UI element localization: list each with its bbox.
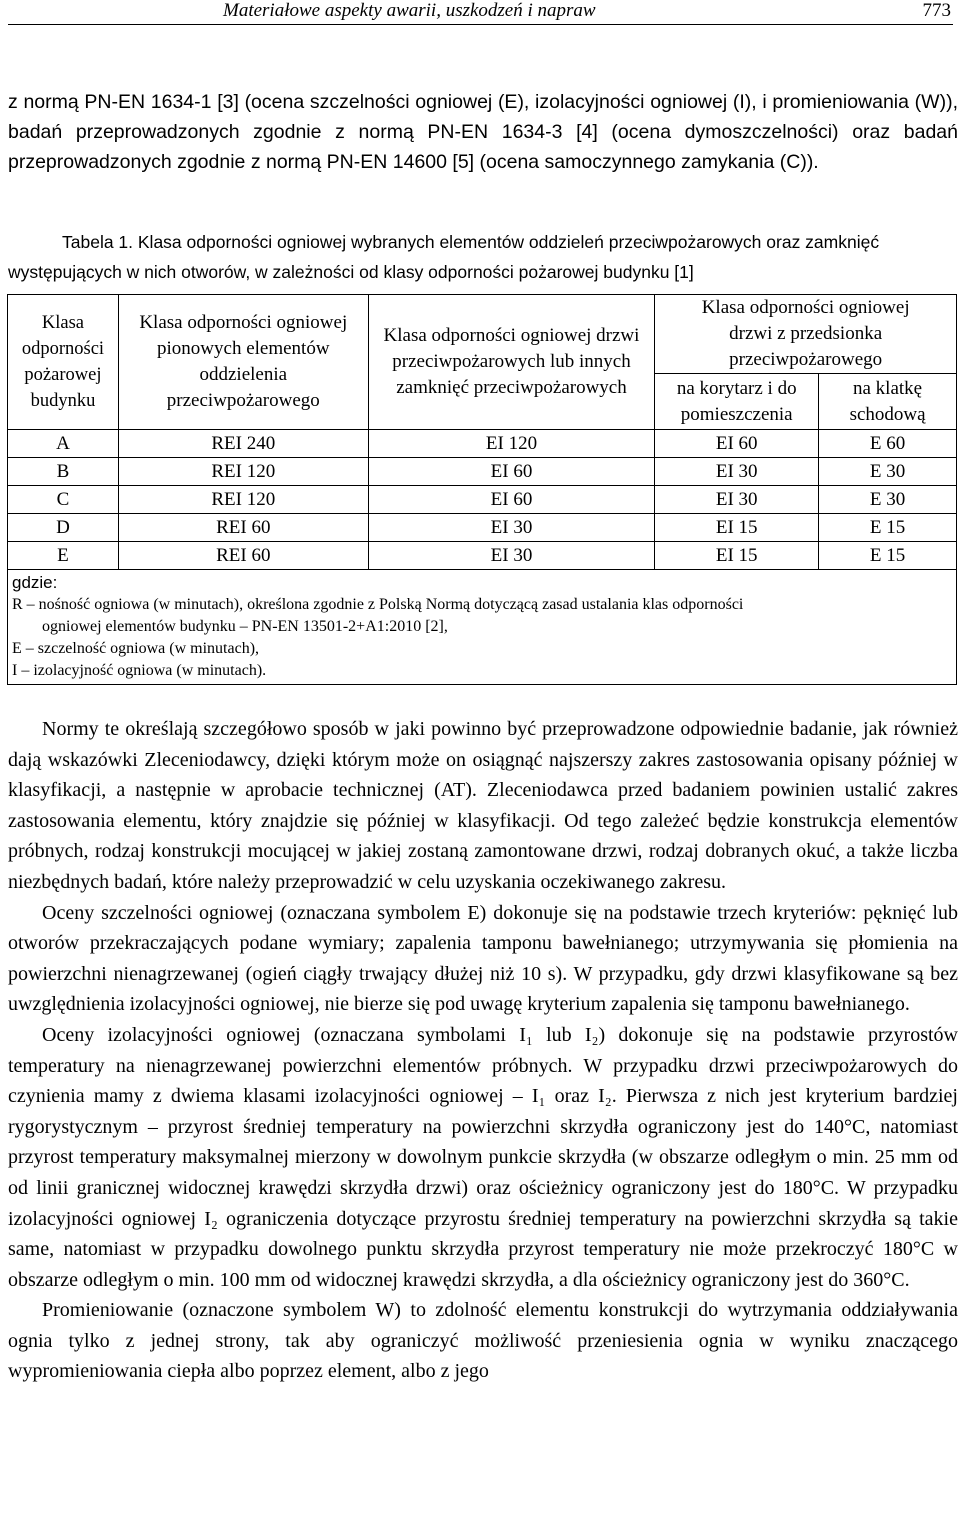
table-cell: REI 60	[118, 542, 368, 570]
fire-resistance-table	[7, 294, 957, 685]
paragraph: Promieniowanie (oznaczone symbolem W) to zdolność elementu konstrukcji do wytrzymania oddziaływania ognia tylko z jednej strony, tak aby ograniczyć możliwość przeniesienia ognia w wyniku znaczącego wypromieniowania ciepła albo poprzez element, albo z jego	[8, 1299, 958, 1383]
table-cell: E 15	[819, 542, 957, 570]
header-to-corridor: na korytarz i do pomieszczenia	[655, 374, 819, 430]
table-cell: EI 15	[655, 514, 819, 542]
table-cell: C	[8, 486, 119, 514]
table-cell: EI 30	[655, 458, 819, 486]
intro-paragraph: z normą PN-EN 1634-1 [3] (ocena szczelności ogniowej (E), izolacyjności ogniowej (I), i promieniowania (W)), badań przeprowadzonych zgodnie z normą PN-EN 1634-3 [4] (ocena dymoszczelności) oraz badań przeprowadzonych zgodnie z normą PN-EN 14600 [5] (ocena samoczynnego zamykania (C)).	[8, 91, 958, 173]
table-cell: REI 60	[118, 514, 368, 542]
table-cell: E	[8, 542, 119, 570]
note-line: I – izolacyjność ogniowa (w minutach).	[12, 662, 267, 679]
paragraph: Oceny izolacyjności ogniowej (oznaczana symbolami I₁ lub I₂) dokonuje się na podstawie przyrostów temperatury na nienagrzewanej powierzchni elementów próbnych. W przypadku drzwi przeciwpożarowych do czynienia mamy z dwiema klasami izolacyjności ogniowej – I₁ oraz I₂. Pierwsza z nich jest kryterium bardziej rygorystycznym – przyrost średniej temperatury na powierzchni skrzydła ograniczony jest do 140°C, natomiast przyrost temperatury maksymalnej mierzony w dowolnym punkcie skrzydła (w obszarze odległym o min. 25 mm od od linii granicznej widocznej krawędzi skrzydła drzwi) oraz ościeżnicy ograniczony jest do 180°C. W przypadku izolacyjności ogniowej I₂ ograniczenia dotyczące przyrostu średniej temperatury na powierzchni skrzydła są takie same, natomiast w przypadku dowolnego punktu skrzydła przyrost temperatury nie może przekroczyć 180°C w obszarze odległym o min. 100 mm od widocznej krawędzi skrzydła, a dla ościeżnicy ograniczony jest do 360°C.	[8, 1023, 958, 1291]
table-row	[8, 514, 957, 542]
header-fire-doors: Klasa odporności ogniowej drzwi przeciwpożarowych lub innych zamknięć przeciwpożarowych	[368, 295, 655, 430]
table-caption	[8, 227, 958, 287]
note-line: ogniowej elementów budynku – PN-EN 13501-2+A1:2010 [2],	[42, 618, 448, 635]
table-cell: B	[8, 458, 119, 486]
table-cell: D	[8, 514, 119, 542]
table-row	[8, 458, 957, 486]
table-cell: A	[8, 430, 119, 458]
note-line: R – nośność ogniowa (w minutach), określona zgodnie z Polską Normą dotyczącą zasad ustalania klas odporności	[12, 596, 744, 613]
table-cell: E 30	[819, 458, 957, 486]
table-cell: EI 30	[368, 542, 655, 570]
table-cell: EI 30	[655, 486, 819, 514]
table-cell: EI 60	[655, 430, 819, 458]
table-cell: EI 120	[368, 430, 655, 458]
table-cell: E 30	[819, 486, 957, 514]
header-to-staircase: na klatkę schodową	[819, 374, 957, 430]
table-cell: E 60	[819, 430, 957, 458]
paragraph: Oceny szczelności ogniowej (oznaczana symbolem E) dokonuje się na podstawie trzech kryteriów: pęknięć lub otworów przekraczających podane wymiary; zapalenia tamponu bawełnianego; utrzymywania się płomienia na powierzchni nienagrzewanej (ogień ciągły trwający dłużej niż 10 s). W przypadku, gdy drzwi klasyfikowane są bez uwzględnienia izolacyjności ogniowej, nie bierze się pod uwagę kryterium zapalenia się tamponu bawełnianego.	[8, 901, 958, 1016]
table-row	[8, 542, 957, 570]
running-header-title: Materiałowe aspekty awarii, uszkodzeń i napraw	[223, 0, 596, 21]
header-vestibule-doors: Klasa odporności ogniowej drzwi z przedsionka przeciwpożarowego	[655, 295, 957, 374]
running-header	[8, 0, 953, 25]
table-cell: REI 240	[118, 430, 368, 458]
table-cell: E 15	[819, 514, 957, 542]
table-cell: EI 15	[655, 542, 819, 570]
table-notes	[8, 570, 957, 685]
body-text	[8, 714, 958, 1387]
table-cell: EI 30	[368, 514, 655, 542]
table-caption-text: Tabela 1. Klasa odporności ogniowej wybranych elementów oddzieleń przeciwpożarowych oraz zamknięć występujących w nich otworów, w zależności od klasy odporności pożarowej budynku [1]	[8, 232, 880, 282]
page-number: 773	[922, 0, 951, 21]
paragraph: Normy te określają szczegółowo sposób w jaki powinno być przeprowadzone odpowiednie badanie, jak również dają wskazówki Zleceniodawcy, dzięki którym może on osiągnąć najszerszy zakres zastosowania opisany później w klasyfikacji, a następnie w aprobacie technicznej (AT). Zleceniodawca przed badaniem powinien ustalić zakres zastosowania elementu, który znajdzie się później w klasyfikacji. Od tego zależeć będzie konstrukcja elementów próbnych, rodzaj konstrukcji mocującej w jakiej zostaną zamontowane drzwi, rodzaj dobranych okuć, a także liczba niezbędnych badań, które należy przeprowadzić w celu uzyskania oczekiwanego zakresu.	[8, 718, 958, 893]
header-vertical-elements: Klasa odporności ogniowej pionowych elementów oddzielenia przeciwpożarowego	[118, 295, 368, 430]
table-cell: REI 120	[118, 458, 368, 486]
table-cell: EI 60	[368, 486, 655, 514]
table-cell: EI 60	[368, 458, 655, 486]
table-row	[8, 486, 957, 514]
table-row	[8, 430, 957, 458]
header-building-class: Klasa odporności pożarowej budynku	[8, 295, 119, 430]
table-cell: REI 120	[118, 486, 368, 514]
note-line: E – szczelność ogniowa (w minutach),	[12, 640, 260, 657]
notes-label: gdzie:	[12, 573, 58, 592]
